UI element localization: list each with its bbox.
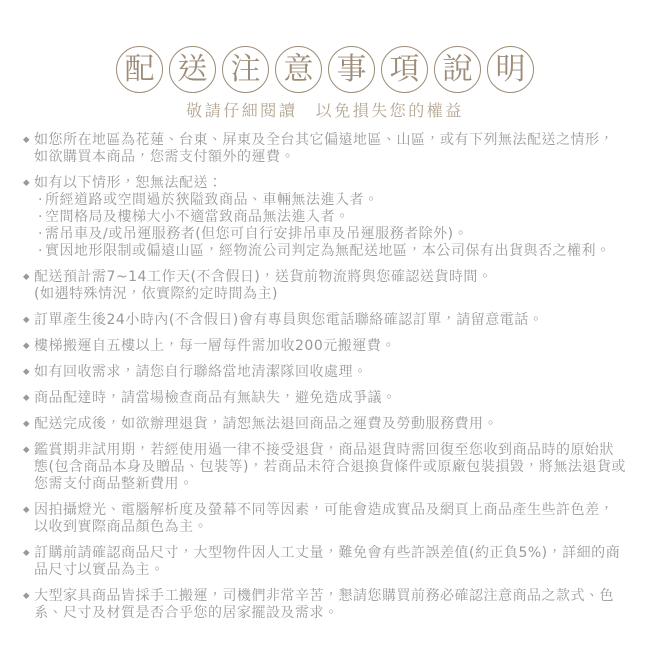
dot-bullet-icon: · [38,226,43,242]
diamond-bullet-icon: ◆ [23,548,31,558]
notice-body [34,269,627,303]
diamond-bullet-icon: ◆ [23,178,31,188]
dot-bullet-icon: · [38,192,43,208]
sub-item-text: 空間格局及樓梯大小不適當致商品無法進入者。 [45,209,350,225]
notice-item [23,416,627,433]
diamond-bullet-icon: ◆ [23,393,31,403]
notice-item [23,364,627,381]
notice-item [23,312,627,329]
header [0,46,650,121]
notice-text: 商品配達時，請當場檢查商品有無缺失，避免造成爭議。 [34,390,397,406]
notice-item [23,502,627,536]
notice-text: 訂購前請確認商品尺寸，大型物件因人工丈量，難免會有些許誤差值(約正負5%)，詳細的商品尺寸以實品為主。 [34,545,621,578]
notice-item [23,390,627,407]
notice-list [23,132,627,622]
diamond-bullet-icon: ◆ [23,591,31,601]
notice-text: 配送完成後，如欲辦理退貨，請恕無法退回商品之運費及勞動服務費用。 [34,416,498,432]
sub-item-text: 需吊車及/或吊運服務者(但您可自行安排吊車及吊運服務者除外)。 [45,226,469,242]
sub-item [38,226,627,243]
notice-item [23,175,627,260]
sub-item [38,243,627,260]
notice-item [23,269,627,303]
diamond-bullet-icon: ◆ [23,315,31,325]
title-circle-char: 說 [434,46,481,93]
notice-body [34,132,627,166]
diamond-bullet-icon: ◆ [23,135,31,145]
notice-body [34,312,627,329]
notice-body [34,442,627,493]
title-circle-char: 事 [328,46,375,93]
sub-list [34,192,627,260]
notice-note: (如遇特殊情況，依實際約定時間為主) [34,286,278,302]
notice-text: 樓梯搬運自五樓以上，每一層每件需加收200元搬運費。 [34,338,396,354]
title-circle-char: 注 [222,46,269,93]
notice-body [34,588,627,622]
dot-bullet-icon: · [38,209,43,225]
notice-text: 如有以下情形，恕無法配送： [34,175,223,191]
sub-item [38,192,627,209]
sub-item [38,209,627,226]
notice-item [23,132,627,166]
title-circle-char: 送 [169,46,216,93]
title-circles [0,46,650,93]
subtitle: 敬請仔細閱讀 以免損失您的權益 [186,101,464,120]
notice-text: 如有回收需求，請您自行聯絡當地清潔隊回收處理。 [34,364,368,380]
notice-item [23,338,627,355]
notice-body [34,390,627,407]
notice-item [23,442,627,493]
notice-text: 大型家具商品皆採手工搬運，司機們非常辛苦，懇請您購買前務必確認注意商品之款式、色系、尺寸及材質是否合乎您的居家擺設及需求。 [34,588,614,621]
notice-body [34,416,627,433]
notice-body [34,545,627,579]
dot-bullet-icon: · [38,243,43,259]
title-circle-char: 項 [381,46,428,93]
sub-item-text: 所經道路或空間過於狹隘致商品、車輛無法進入者。 [45,192,379,208]
notice-text: 訂單產生後24小時內(不含假日)會有專員與您電話聯絡確認訂單，請留意電話。 [34,312,544,328]
notice-text: 鑑賞期非試用期，若經使用過一律不接受退貨，商品退貨時需回復至您收到商品時的原始狀態(包含商品本身及贈品、包裝等)，若商品未符合退換貨條件或原廠包裝損毀，將無法退貨或您需支付商品整新費用。 [34,442,626,492]
diamond-bullet-icon: ◆ [23,367,31,377]
notice-text: 因拍攝燈光、電腦解析度及螢幕不同等因素，可能會造成實品及網頁上商品產生些許色差，以收到實際商品顏色為主。 [34,502,614,535]
title-circle-char: 配 [116,46,163,93]
notice-body [34,338,627,355]
diamond-bullet-icon: ◆ [23,445,31,455]
diamond-bullet-icon: ◆ [23,272,31,282]
title-circle-char: 意 [275,46,322,93]
diamond-bullet-icon: ◆ [23,419,31,429]
notice-body [34,175,627,260]
notice-item [23,588,627,622]
diamond-bullet-icon: ◆ [23,341,31,351]
notice-body [34,502,627,536]
notice-body [34,364,627,381]
diamond-bullet-icon: ◆ [23,505,31,515]
sub-item-text: 實因地形限制或偏遠山區，經物流公司判定為無配送地區，本公司保有出貨與否之權利。 [45,243,611,259]
notice-item [23,545,627,579]
notice-text: 配送預計需7~14工作天(不含假日)，送貨前物流將與您確認送貨時間。 [34,269,493,285]
notice-text: 如您所在地區為花蓮、台東、屏東及全台其它偏遠地區、山區，或有下列無法配送之情形，如欲購買本商品，您需支付額外的運費。 [34,132,614,165]
title-circle-char: 明 [487,46,534,93]
